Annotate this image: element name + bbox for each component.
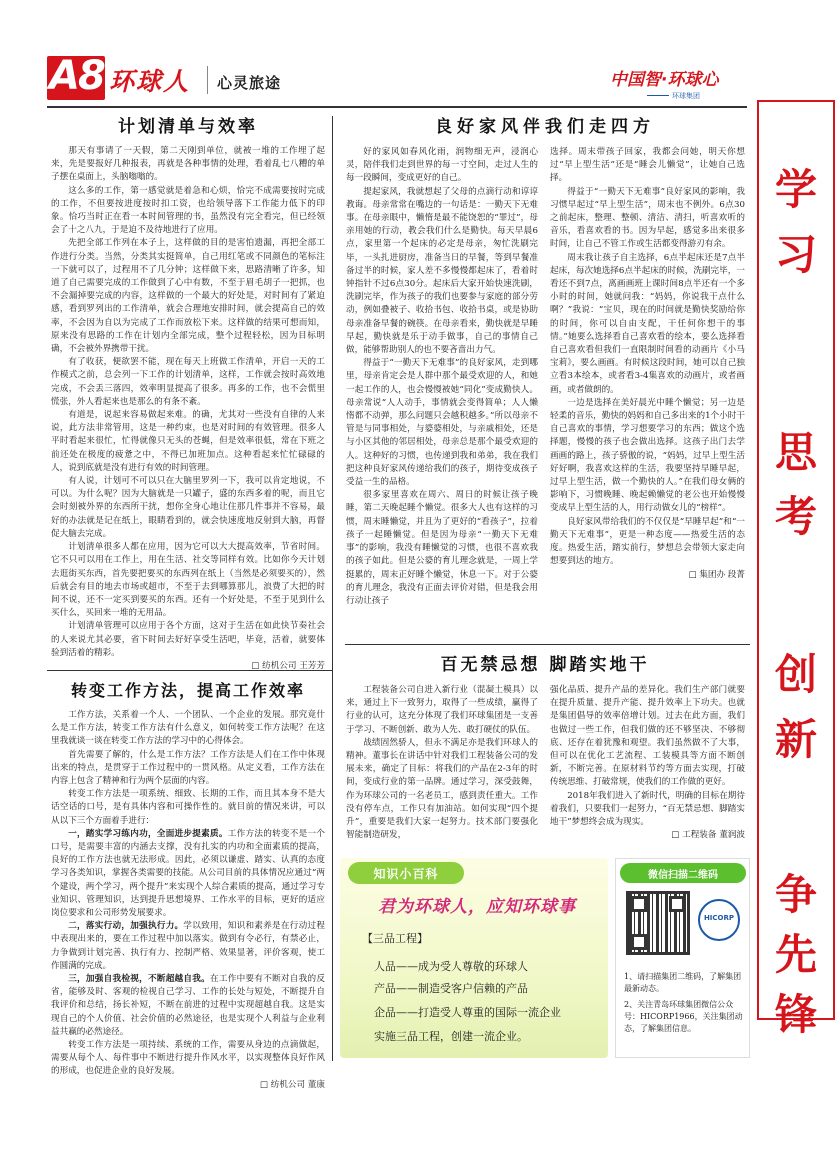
header-divider: [207, 66, 208, 94]
paragraph: 战绩固然骄人，但永不满足亦是我们环球人的精神。董事长在讲话中针对我们工程装备公司的发展未来，确定了目标：将我们的产品在2-3年的时间，变成行业的第一品牌。通过学习，深受鼓舞，作为环球公司的一名老员工，感到责任重大。工作没有停车点，工作只有加油站。如何实现“四个提升”，重要是我们大家一起努力。技术部门要强化智能制造研发，: [346, 737, 538, 841]
paragraph: 首先需要了解的，什么是工作方法？工作方法是人们在工作中体现出来的特点，是贯穿于工作过程中的一贯风格。从定义看，工作方法在内容上包含了精神和行为两个层面的内容。: [51, 749, 325, 787]
section-name: 心灵旅途: [217, 74, 282, 92]
article-work-method: [47, 676, 329, 1090]
article-title: 良好家风伴我们走四方: [435, 117, 655, 137]
logo-underline: [647, 95, 669, 96]
paragraph: 转变工作方法是一项持续、系统的工作，需要从身边的点滴做起，需要从每个人、每件事中不断进行提升作风水平，以实现整体良好作风的形成，也促进企业的良好发展。: [51, 1040, 325, 1077]
slogan-sidebar: [757, 100, 835, 1039]
wechat-note: 2、关注青岛环球集团微信公众号：HICORP1966，关注集团动态，了解集团信息。: [624, 1000, 743, 1033]
slogan-char: 考: [774, 492, 817, 541]
paper-name: 环球人: [109, 67, 191, 96]
paragraph: 提起家风，我就想起了父母的点滴行动和谆谆教诲。母亲常常在嘴边的一句话是：一勤天下无难事。在母亲眼中，懒惰是最不能饶恕的“罪过”，母亲用她的行动，教会我们什么是勤快。每天早晨6点，家里第一个起床的必定是母亲，匆忙洗刷完毕，一头扎进厨房，准备当日的早餐，等到早餐准备过半的时候，家人差不多慢慢都起床了，看着时钟指针不过6点30分。起床后大家开始快速洗刷，洗刷完毕，作为孩子的我们也要参与家庭的部分劳动，例如叠被子、收拾书包、收拾书桌，或是协助母亲准备早餐的碗筷。在母亲看来，勤快就是早睡早起，勤快就是乐于动手做事，自己的事情自己做，能够帮助别人的也不要吝啬出力气。: [346, 186, 538, 356]
paragraph: 选择。周末带孩子回家，我都会问她，明天你想过“早上型生活”还是“睡会儿懒觉”，让她自己选择。: [550, 147, 745, 184]
paragraph: 强化品质、提升产品的差异化。我们生产部门就要在提升质量、提升产能、提升效率上下功夫。也就是集团倡导的效率倍增计划。过去在此方面，我们也做过一些工作，但我们做的还不够坚决、不够彻底、还存在着犹豫和观望。我们虽然做不了大事，但可以在优化工艺流程、工装模具等方面不断创新，不断完善。在原材料节约等方面去实现，打破传统思维、打破常规，使我们的工作做的更好。: [550, 685, 745, 788]
paragraph: 这么多的工作，第一感觉就是着急和心烦，恰完不成需要按时完成的工作，不但要按进度按时扣工资，也给领导落下工作能力低下的印象。恰巧当时正在看一本时间管理的书，虽然没有完全看完，但已经领会了十之八九，于是迫不及待地进行了应用。: [51, 185, 325, 236]
paragraph: 工作方法，关系着一个人、一个团队、一个企业的发展。那究竟什么是工作方法，转变工作方法有什么意义，如何转变工作方法呢？在这里我就谈一谈在转变工作方法的学习中的心得体会。: [51, 710, 325, 747]
article-title: 计划清单与效率: [118, 117, 258, 137]
slogan-char: 创: [774, 650, 817, 699]
signature: □ 纺机公司 董康: [259, 1079, 325, 1090]
paragraph: 2018年我们进入了新时代，明确的目标在期待着我们，只要我们一起努力，“百无禁忌想、脚踏实地干”梦想终会成为现实。: [550, 790, 745, 828]
wechat-note: 1、请扫描集团二维码，了解集团最新动态。: [624, 972, 742, 993]
knowledge-line: 企品——打造受人尊重的国际一流企业: [374, 1006, 561, 1019]
paragraph: 二，落实行动，加强执行力。学以致用，知识和素养是在行动过程中表现出来的，要在工作过程中加以落实。做到有令必行，有禁必止，力争做到计划完善、执行有力、控制严格、效果显著，评价客观，使工作圆满的完成。: [51, 921, 325, 971]
slogan-char: 先: [774, 930, 817, 979]
knowledge-box: [340, 858, 608, 1058]
article-title: 百无禁忌想 脚踏实地干: [440, 655, 650, 675]
qr-code-icon[interactable]: [626, 891, 690, 955]
column-divider-lower: [332, 671, 333, 1061]
paragraph: 那天有事请了一天假，第二天刚到单位，就被一堆的工作埋了起来，先是要报好几种报表，再就是各种事情的处理，看着乱七八糟的单子摆在桌面上，头脑嗡嗡的。: [51, 146, 325, 183]
article-title: 转变工作方法，提高工作效率: [70, 681, 305, 700]
row-divider-right: [345, 644, 750, 645]
knowledge-badge: 知识小百科: [373, 867, 439, 881]
wechat-banner: 微信扫描二维码: [648, 870, 718, 881]
article-col-1: [346, 146, 538, 608]
slogan-char: 习: [774, 230, 817, 279]
paragraph: 有了收获，便欲罢不能，现在每天上班做工作清单，开启一天的工作模式之前，总会列一下工作的计划清单，这样，工作就会按时高效地完成，不会丢三落四，效率明显提高了很多。再多的工作，也不会慌里慌张，外人看起来也是那么的有条不紊。: [51, 357, 325, 407]
article-body: [47, 145, 329, 673]
article-plan-list: [47, 112, 329, 671]
paragraph: 周末我让孩子自主选择，6点半起床还是7点半起床，每次她选择6点半起床的时候，洗刷完毕，一看还不到7点，离画画班上课时间8点半还有一个多小时的时间，她就问我：“妈妈，你说我干点什么啊？”我说：“宝贝，现在的时间就是勤快奖励给你的时间，你可以自由支配，干任何你想干的事情。”她要么选择看自己喜欢看的绘本，要么选择看自己喜欢看但我们一直限制时间看的动画片《小马宝莉》，要么画画。有时候这段时间，她可以自己独立看3本绘本，或者看3-4集喜欢的动画片，或者画画，或者做朗的。: [550, 252, 745, 395]
knowledge-line: 实施三品工程，创建一流企业。: [374, 1030, 528, 1043]
paragraph: 一边是选择在美好晨光中睡个懒觉；另一边是轻柔的音乐，勤快的妈妈和自己多出来的1个小时干自己喜欢的事情，学习想要学习的东西；做这个选择题，慢慢的孩子也会做出选择。这孩子出门去学画画的路上，孩子骄傲的说，“妈妈，过早上型生活好好啊，我喜欢这样的生活，我要坚持早睡早起，过早上型生活，做一个勤快的人。”在我们母女俩的影响下，习惯晚睡、晚起赖懒觉的老公也开始慢慢变成早上型生活的人，用行动做女儿的“榜样”。: [550, 397, 745, 514]
paragraph: 得益于“一勤天下无难事”的良好家风，走到哪里，母亲肯定会是人群中那个最受欢迎的人，和她一起工作的人，也会慢慢被她“同化”变成勤快人。母亲常说“人人动手，事情就会变得简单；人人懒惰都不动弹，那么问题只会越积越多。”所以母亲不管是与同事相处，与婆婆相处，与亲戚相处，还是与小区其他的邻居相处，母亲总是那个最受欢迎的人。这种好的习惯，也传递到我和弟弟，我在我们把这种良好家风传递给我们的孩子，期待变成孩子受益一生的品格。: [346, 358, 538, 488]
article-col-1: [346, 684, 538, 842]
header-rule: [47, 106, 747, 108]
signature: □ 集团办 段菁: [688, 569, 745, 580]
knowledge-subtitle: 【三品工程】: [362, 932, 428, 945]
knowledge-line: 产品——制造受客户信赖的产品: [374, 982, 528, 995]
slogan-char: 学: [774, 165, 817, 214]
column-divider: [332, 116, 333, 671]
article-body: [47, 709, 329, 1092]
paragraph: 很多家里喜欢在周六、周日的时候让孩子晚睡，第二天晚起睡个懒觉。很多大人也有这样的习惯，周末睡懒觉，并且为了更好的“看孩子”，拉着孩子一起睡懒觉。但是因为母亲“一勤天下无难事”的影响，我没有睡懒觉的习惯，也很不喜欢我的孩子如此。但是公婆的育儿理念就是，一周上学挺累的，周末正好睡个懒觉，休息一下。对于公婆的育儿理念，我没有正面去评价对错，但是我会用行动让孩子: [346, 490, 538, 606]
article-col-2: [550, 146, 745, 582]
knowledge-headline: 君为环球人，应知环球事: [378, 897, 576, 917]
paragraph: 计划清单很多人都在应用，因为它可以大大提高效率，节省时间。它不只可以用在工作上，用在生活、社交等同样有效。比如你今天计划去逛街买东西，首先要把要买的东西列在纸上（当然是必须要买的），然后就会有目的地去市场或超市，不至于去到哪算那儿，浪费了大把的时间不说，还不一定买到要买的东西。还有一个好处是，不至于见到什么买什么，买回来一堆的无用品。: [51, 542, 325, 619]
slogan-char: 思: [774, 428, 817, 477]
signature: □ 纺机公司 王芳芳: [251, 660, 325, 671]
paragraph: 三，加强自我检视，不断超越自我。在工作中要有不断对自我的反省，能够及时、客观的检视自己学习、工作的长处与短处，不断提升自我评价和总结，扬长补短，不断在前进的过程中实现超越自我。这是实现自己的个人价值、社会价值的必然途径，也是实现个人利益与企业利益共赢的必然途径。: [51, 974, 325, 1037]
slogan-char: 锋: [774, 990, 817, 1039]
paragraph: 先把全部工作列在本子上，这样做的目的是害怕遗漏，再把全部工作进行分类。当然，分类其实挺简单，自己用红笔或不同颜色的笔标注一下就可以了，过程用不了几分钟；这样做下来，思路清晰了许多，知道了自己需要完成的工作做到了心中有数，不至于眉毛胡子一把抓，也不会漏掉要完成的内容，这样做的一个最大的好处是，对时间有了紧迫感，看到罗列出的工作清单，就会合理地安排时间，就会提高自己的效率，不会因为自以为完成了工作而放松下来。这样做的结果可想而知，原来没有思路的工作在计划内全部完成，整个过程轻松，因为目标明确，不会被外界携带干扰。: [51, 238, 325, 355]
knowledge-line: 人品——成为受人尊敬的环球人: [374, 960, 528, 973]
slogan-char: 新: [774, 715, 817, 764]
hicorp-logo-text: HICORP: [703, 914, 735, 922]
paragraph: 一，踏实学习练内功，全面进步提素质。工作方法的转变不是一个口号，是需要丰富的内涵去支撑，没有扎实的内功和全面素质的提高，良好的工作方法也就无法形成。因此，必须以谦虚、踏实、认真的态度学习各类知识，掌握各类需要的技能。从公司目前的具体情况应通过“两个建设，两个学习，两个提升”来实现个人综合素质的提高，通过学习专业知识、管理知识，达到提升思想境界、工作水平的目标，更好的适应岗位要求和公司形势发展要求。: [51, 828, 325, 919]
signature: □ 工程装备 董润波: [671, 830, 745, 841]
group-logo: 中国智·环球心: [610, 70, 719, 90]
paragraph: 工程装备公司自进入新行业（混凝土模具）以来，通过上下一致努力，取得了一些成绩，赢得了行业的认可，这充分体现了我们环球集团是一支善于学习、不断创新、敢为人先、敢打硬仗的队伍。: [346, 685, 538, 735]
article-think-act: [340, 650, 750, 854]
article-family-style: [340, 112, 750, 640]
article-col-2: [550, 684, 745, 842]
group-logo-sub: 环球集团: [672, 92, 700, 100]
paragraph: 有人说，计划可不可以只在大脑里罗列一下，我可以肯定地说，不可以。为什么呢？因为大脑就是一只罐子，盛的东西多着的呢，而且它会时刻被外界的东西所干扰，想你全身心地让住那几件事并不容易，最好的办法就是记在纸上，眼睛看到的，就会快速度地反射到大脑，再督促大脑去完成。: [51, 476, 325, 539]
paragraph: 好的家风如春风化雨，润物细无声，浸润心灵，陪伴我们走到世界的每一寸空间，走过人生的每一段瞬间，变成更好的自己。: [346, 147, 538, 184]
paragraph: 良好家风带给我们的不仅仅是“早睡早起”和“一勤天下无难事”，更是一种态度——热爱生活的态度。热爱生活，踏实前行，梦想总会带领大家走向想要到达的地方。: [550, 516, 745, 567]
slogan-char: 争: [774, 870, 817, 919]
paragraph: 转变工作方法是一项系统、细致、长期的工作，而且其本身不是大话空话的口号，是有具体内容和可操作性的。就目前的情况来讲，可以从以下三个方面着手进行：: [51, 789, 325, 826]
paragraph: 有道是，说起来容易做起来难。的确，尤其对一些没有自律的人来说，此方法非常管用，这是一种约束，也是对时间的有效管理。很多人平时看起来很忙，忙得就像只无头的苍蝇，但是效率很低，常在下班之前还处在极度的疲惫之中，不得已加班加点。这种看起来忙忙碌碌的人，说到底就是没有进行有效的时间管理。: [51, 410, 325, 473]
wechat-box: [615, 858, 750, 1058]
page-header: [47, 50, 747, 106]
paragraph: 计划清单管理可以应用于各个方面，这对于生活在如此快节奏社会的人来说尤其必要，省下时间去好好享受生活吧，毕竟，活着，就要体验到活着的精彩。: [51, 621, 325, 658]
paragraph: 得益于“一勤天下无难事”良好家风的影响，我习惯早起过“早上型生活”，周末也不例外。6点30之前起床，整理、整顿、清洁、清扫，听喜欢听的音乐，看喜欢看的书。因为早起，感觉多出来很多时间，让自己不管工作或生活都变得游刃有余。: [550, 186, 745, 250]
page-code: A8: [49, 53, 104, 99]
